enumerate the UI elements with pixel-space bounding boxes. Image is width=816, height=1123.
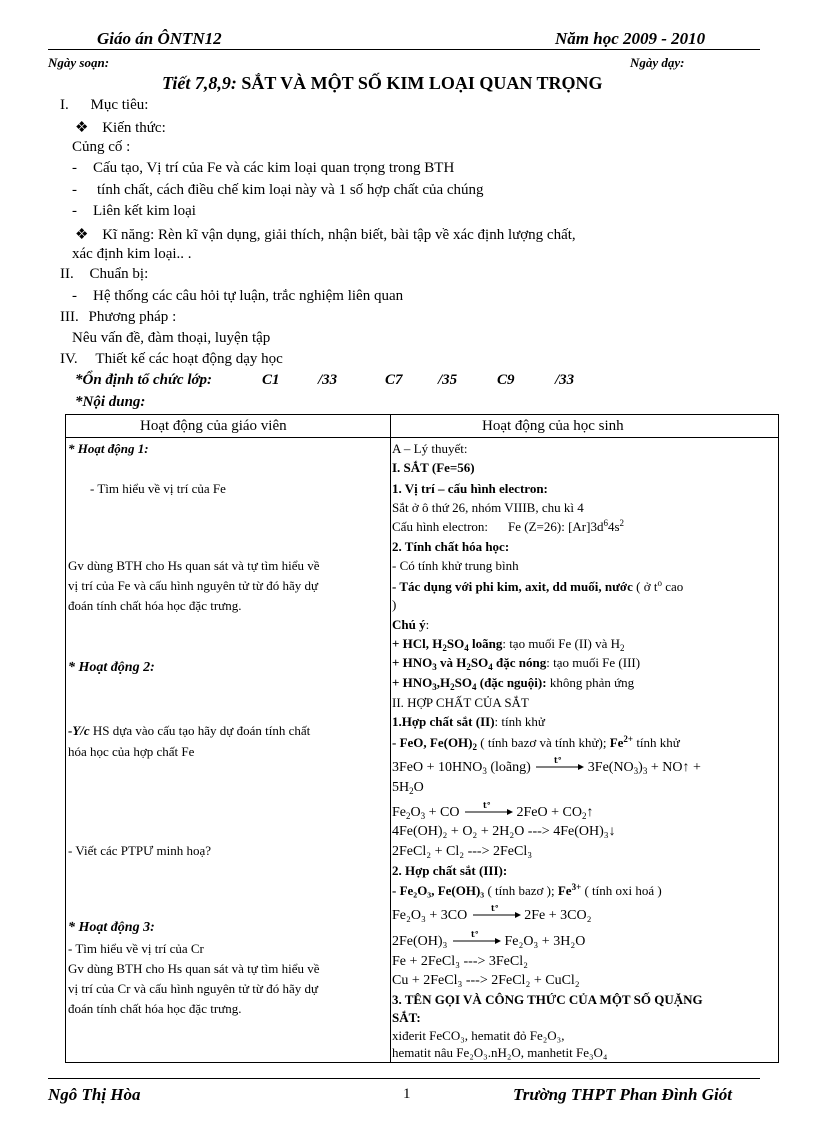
- reaction-1: [392, 756, 701, 776]
- l18-a: - Fe₂O₃, Fe(OH)₃: [392, 883, 485, 898]
- l16-a: - FeO, Fe(OH): [392, 735, 473, 750]
- table-header-rule: [65, 437, 778, 438]
- student-l13: [392, 675, 634, 691]
- l12-e: SO: [470, 655, 489, 670]
- section-1-title: Mục tiêu:: [90, 97, 149, 113]
- r2-g: 2: [581, 811, 587, 821]
- l15-b: : tính khử: [494, 714, 545, 729]
- r5-b: 2Fe + 3CO₂: [524, 908, 592, 923]
- section-4-number: IV.: [60, 351, 78, 367]
- sup-6: 6: [603, 518, 608, 528]
- l11-a: + HCl, H: [392, 636, 443, 651]
- reaction-4: 2FeCl₂ + Cl₂ ---> 2FeCl₃: [392, 844, 533, 859]
- l11-b: 2: [442, 643, 447, 653]
- temp-text: ( ở t: [632, 579, 658, 594]
- content-label: *Nội dung:: [75, 394, 146, 410]
- l12-b: 3: [432, 662, 437, 672]
- l11-f: : tạo muối Fe (II) và H: [502, 636, 621, 651]
- student-l7: - Có tính khử trung bình: [392, 558, 519, 573]
- student-l1: A – Lý thuyết:: [392, 441, 468, 456]
- method-text: Nêu vấn đề, đàm thoại, luyện tập: [72, 330, 271, 346]
- student-l5: [392, 519, 624, 535]
- col-header-teacher: Hoạt động của giáo viên: [140, 418, 287, 434]
- heat-arrow-icon: [471, 904, 521, 921]
- knowledge-line: [75, 118, 166, 137]
- lesson-number: Tiết 7,8,9:: [162, 73, 237, 93]
- l12-a: + HNO: [392, 655, 433, 670]
- temp-high: cao: [661, 579, 684, 594]
- l18-b: ( tính bazơ );: [484, 883, 558, 898]
- reaction-1-cont: [392, 780, 424, 796]
- title-text: SẮT VÀ MỘT SỐ KIM LOẠI QUAN TRỌNG: [241, 73, 603, 93]
- r1-j: 2: [409, 786, 414, 796]
- reaction-6: [392, 930, 586, 950]
- l12-g: đặc nóng: [492, 655, 547, 670]
- l16-e: 2+: [623, 734, 634, 744]
- header-left: Giáo án ÔNTN12: [97, 29, 222, 48]
- note-colon: :: [425, 617, 430, 632]
- r6-a: 2Fe(OH)₃: [392, 934, 448, 949]
- reaction-3: 4Fe(OH)₂ + O₂ + 2H₂O ---> 4Fe(OH)₃↓: [392, 824, 616, 839]
- r1-g: 3: [642, 766, 648, 776]
- l12-h: : tạo muối Fe (III): [546, 655, 641, 670]
- skills-line-2: xác định kim loại.. .: [72, 246, 192, 262]
- activity-3-label: * Hoạt động 3:: [68, 920, 155, 935]
- r2-e: + CO: [425, 805, 460, 820]
- l11-g: 2: [620, 643, 625, 653]
- student-l6: 2. Tính chất hóa học:: [392, 539, 510, 554]
- l11-e: loãng: [468, 636, 503, 651]
- teacher-text-6a: Gv dùng BTH cho Hs quan sát và tự tìm hiểu về: [68, 961, 320, 976]
- l13-f: 4: [472, 682, 477, 692]
- knowledge-item-3: - Liên kết kim loại: [72, 203, 196, 219]
- skills-line: [75, 225, 576, 244]
- activity-2-label: * Hoạt động 2:: [68, 660, 155, 675]
- header-rule: [48, 49, 760, 50]
- class-c9-count: /33: [555, 372, 575, 388]
- r6-b: Fe₂O₃ + 3H₂O: [504, 934, 586, 949]
- class-organization: [75, 372, 212, 389]
- r2-f: 2FeO + CO: [516, 805, 582, 820]
- teacher-text-2c: đoán tính chất hóa học đặc trưng.: [68, 598, 242, 613]
- org-label: *Ổn định tổ chức lớp:: [75, 372, 213, 388]
- student-l10: [392, 617, 429, 633]
- student-l4: Sắt ở ô thứ 26, nhóm VIIIB, chu kì 4: [392, 500, 584, 515]
- section-3-colon: :: [172, 309, 177, 325]
- arrow-label-4: t°: [470, 930, 479, 939]
- r1-f: ): [638, 760, 643, 775]
- heat-arrow-icon: [451, 930, 501, 947]
- r2-a: Fe: [392, 805, 406, 820]
- footer-school: Trường THPT Phan Đình Giót: [513, 1085, 732, 1104]
- footer-author: Ngô Thị Hòa: [48, 1085, 141, 1104]
- student-l22: hematit nâu Fe₂O₃.nH₂O, manhetit Fe₃O₄: [392, 1045, 608, 1060]
- page-title: [162, 73, 603, 94]
- knowledge-item-1: - Cấu tạo, Vị trí của Fe và các kim loại quan trọng trong BTH: [72, 160, 455, 176]
- l18-e: ( tính oxi hoá ): [581, 883, 662, 898]
- teacher-text-5: - Tìm hiểu về vị trí của Cr: [68, 941, 204, 956]
- class-c7: C7: [385, 372, 403, 388]
- section-3-number: III.: [60, 309, 79, 325]
- col-header-student: Hoạt động của học sinh: [482, 418, 624, 434]
- heat-arrow-icon: [463, 801, 513, 818]
- degree-sup: o: [657, 578, 662, 588]
- class-c1: C1: [262, 372, 280, 388]
- arrow-label-3: t°: [490, 904, 499, 913]
- l16-c: ( tính bazơ và tính khử);: [477, 735, 610, 750]
- electron-config-label: Cấu hình electron:: [392, 519, 489, 534]
- consolidate-label: Củng cố :: [72, 139, 131, 155]
- l13-e: SO: [454, 675, 472, 690]
- reaction-5: [392, 904, 592, 924]
- l12-c: và H: [436, 655, 467, 670]
- student-l9: ): [392, 597, 397, 612]
- r1-a: 3FeO + 10HNO: [392, 760, 483, 775]
- section-1-heading: [60, 97, 148, 114]
- teacher-text-4: - Viết các PTPƯ minh hoạ?: [68, 843, 212, 858]
- l11-d: 4: [464, 643, 469, 653]
- student-l16: [392, 735, 680, 751]
- l16-d: Fe: [609, 735, 624, 750]
- r2-d: 3: [420, 811, 426, 821]
- sup-2: 2: [619, 518, 625, 528]
- student-l14: II. HỢP CHẤT CỦA SẮT: [392, 695, 529, 710]
- section-4-heading: [60, 351, 283, 368]
- l13-a: + HNO: [392, 675, 433, 690]
- r1-c: (loãng): [486, 760, 531, 775]
- class-c9: C9: [497, 372, 515, 388]
- section-2-number: II.: [60, 266, 74, 282]
- r1-i: 5H: [392, 780, 410, 795]
- knowledge-item-1-text: Cấu tạo, Vị trí của Fe và các kim loại quan trọng trong BTH: [93, 160, 455, 176]
- class-c7-count: /35: [438, 372, 458, 388]
- page-number: 1: [403, 1086, 411, 1102]
- knowledge-item-3-text: Liên kết kim loại: [93, 203, 196, 219]
- r2-b: 2: [406, 811, 411, 821]
- student-l11: [392, 636, 625, 652]
- l12-d: 2: [466, 662, 471, 672]
- teacher-text-3a-body: HS dựa vào cấu tạo hãy dự đoán tính chất: [89, 723, 311, 738]
- prep-item-1-text: Hệ thống các câu hỏi tự luận, trắc nghiệm liên quan: [93, 288, 404, 304]
- knowledge-label: Kiến thức:: [102, 120, 166, 136]
- r1-b: 3: [482, 766, 487, 776]
- l11-c: SO: [446, 636, 465, 651]
- knowledge-item-2: - tính chất, cách điều chế kim loại này và 1 số hợp chất của chúng: [72, 182, 484, 198]
- student-l17: 2. Hợp chất sắt (III):: [392, 863, 508, 878]
- r2-h: ↑: [586, 805, 594, 820]
- r1-e: 3: [633, 766, 639, 776]
- section-2-heading: [60, 266, 148, 283]
- teacher-text-6b: vị trí của Cr và cấu hình nguyên tử từ đó hãy dự: [68, 981, 319, 996]
- r2-c: O: [410, 805, 421, 820]
- student-l3: 1. Vị trí – cấu hình electron:: [392, 481, 548, 496]
- r1-k: O: [413, 780, 424, 795]
- section-1-number: I.: [60, 97, 69, 113]
- student-l12: [392, 655, 640, 671]
- prep-item-1: - Hệ thống các câu hỏi tự luận, trắc nghiệm liên quan: [72, 288, 404, 304]
- section-3-title: Phương pháp: [88, 309, 169, 325]
- electron-config-4s: 4s: [607, 519, 620, 534]
- student-l15: [392, 714, 545, 730]
- student-l8: [392, 579, 683, 595]
- l12-f: 4: [488, 662, 493, 672]
- heat-arrow-icon: [534, 756, 584, 773]
- teacher-text-1: - Tìm hiểu về vị trí của Fe: [90, 481, 226, 496]
- prep-date-label: Ngày soạn:: [48, 55, 110, 70]
- l13-c: ,H: [436, 675, 451, 690]
- arrow-label-1: t°: [554, 756, 562, 765]
- r1-d: 3Fe(NO: [587, 760, 634, 775]
- l13-g: (đặc nguội):: [476, 675, 547, 690]
- electron-config-value: Fe (Z=26): [Ar]3d: [508, 519, 604, 534]
- reaction-2: [392, 801, 594, 821]
- student-l21: xiđerit FeCO₃, hematit đỏ Fe₂O₃,: [392, 1028, 565, 1043]
- l16-f: tính khử: [633, 735, 680, 750]
- teach-date-label: Ngày dạy:: [630, 55, 685, 70]
- teacher-text-3a: [68, 723, 310, 739]
- teacher-text-2b: vị trí của Fe và cấu hình nguyên tử từ đó hãy dự: [68, 578, 319, 593]
- l13-d: 2: [450, 682, 455, 692]
- table-column-divider: [390, 414, 391, 1062]
- note-label: Chú ý: [392, 617, 426, 632]
- student-l20: SẮT:: [392, 1010, 421, 1025]
- knowledge-item-2-text: tính chất, cách điều chế kim loại này và 1 số hợp chất của chúng: [97, 182, 484, 198]
- l15-a: 1.Hợp chất sắt (II): [392, 714, 495, 729]
- teacher-text-3b: hóa học của hợp chất Fe: [68, 744, 195, 759]
- teacher-text-2a: Gv dùng BTH cho Hs quan sát và tự tìm hiểu về: [68, 558, 320, 573]
- section-4-title: Thiết kế các hoạt động dạy học: [95, 351, 283, 367]
- r1-h: + NO↑ +: [647, 760, 701, 775]
- footer-rule: [48, 1078, 760, 1079]
- teacher-text-6c: đoán tính chất hóa học đặc trưng.: [68, 1001, 242, 1016]
- reaction-8: Cu + 2FeCl₃ ---> 2FeCl₂ + CuCl₂: [392, 973, 580, 988]
- request-label: -Y/c: [68, 723, 90, 738]
- r5-a: Fe₂O₃ + 3CO: [392, 908, 468, 923]
- l13-h: không phản ứng: [546, 675, 635, 690]
- student-l18: [392, 883, 662, 899]
- section-3-heading: [60, 309, 176, 326]
- l13-b: 3: [432, 682, 437, 692]
- l18-c: Fe: [557, 883, 572, 898]
- skills-text: Kĩ năng: Rèn kĩ vận dụng, giải thích, nhận biết, bài tập về xác định lượng chất,: [102, 227, 576, 243]
- student-l2: I. SẮT (Fe=56): [392, 460, 475, 475]
- diamond-bullet-icon: ❖: [75, 120, 89, 136]
- reaction-7: Fe + 2FeCl₃ ---> 3FeCl₂: [392, 954, 528, 969]
- class-c1-count: /33: [318, 372, 338, 388]
- header-right: Năm học 2009 - 2010: [555, 29, 706, 48]
- diamond-bullet-icon: ❖: [75, 227, 89, 243]
- reactivity-text: - Tác dụng với phi kim, axit, dd muối, nước: [392, 579, 633, 594]
- student-l19: 3. TÊN GỌI VÀ CÔNG THỨC CỦA MỘT SỐ QUẶNG: [392, 992, 703, 1007]
- activity-1-label: * Hoạt động 1:: [68, 441, 149, 456]
- l16-b: 2: [472, 742, 477, 752]
- section-2-title: Chuẩn bị:: [89, 266, 149, 282]
- arrow-label-2: t°: [482, 801, 491, 810]
- l18-d: 3+: [571, 882, 582, 892]
